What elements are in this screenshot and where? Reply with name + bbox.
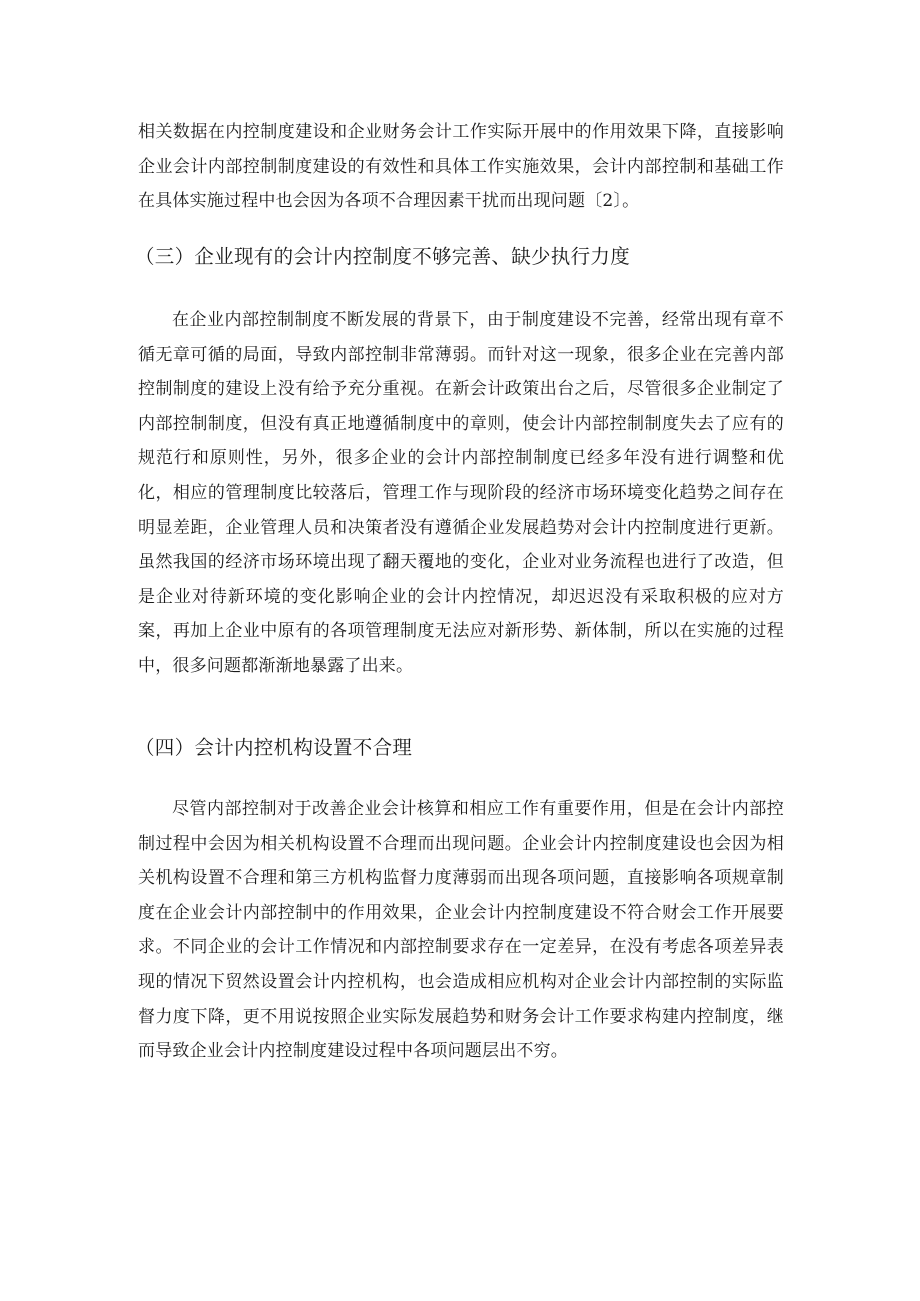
body-paragraph: 尽管内部控制对于改善企业会计核算和相应工作有重要作用，但是在会计内部控制过程中会因为相关机构设置不合理而出现问题。企业会计内控制度建设也会因为相关机构设置不合理和第三方机构监督力度薄弱而出现各项问题，直接影响各项规章制度在企业会计内部控制中的作用效果，企业会计内控制度建设不符合财会工作开展要求。不同企业的会计工作情况和内部控制要求存在一定差异，在没有考虑各项差异表现的情况下贸然设置会计内控机构，也会造成相应机构对企业会计内部控制的实际监督力度下降，更不用说按照企业实际发展趋势和财务会计工作要求构建内控制度，继而导致企业会计内控制度建设过程中各项问题层出不穷。 — [138, 799, 784, 1062]
body-paragraph: 相关数据在内控制度建设和企业财务会计工作实际开展中的作用效果下降，直接影响企业会计内部控制制度建设的有效性和具体工作实施效果，会计内部控制和基础工作在具体实施过程中也会因为各项不合理因素干扰而出现问题〔2〕。 — [138, 122, 784, 212]
body-paragraph: 在企业内部控制制度不断发展的背景下，由于制度建设不完善，经常出现有章不循无章可循的局面，导致内部控制非常薄弱。而针对这一现象，很多企业在完善内部控制制度的建设上没有给予充分重视。在新会计政策出台之后，尽管很多企业制定了内部控制制度，但没有真正地遵循制度中的章则，使会计内部控制制度失去了应有的规范行和原则性，另外，很多企业的会计内部控制制度已经多年没有进行调整和优化，相应的管理制度比较落后，管理工作与现阶段的经济市场环境变化趋势之间存在明显差距，企业管理人员和决策者没有遵循企业发展趋势对会计内控制度进行更新。虽然我国的经济市场环境出现了翻天覆地的变化，企业对业务流程也进行了改造，但是企业对待新环境的变化影响企业的会计内控情况，却迟迟没有采取积极的应对方案，再加上企业中原有的各项管理制度无法应对新形势、新体制，所以在实施的过程中，很多问题都渐渐地暴露了出来。 — [138, 310, 784, 676]
section-heading: （三）企业现有的会计内控制度不够完善、缺少执行力度 — [135, 245, 631, 268]
section-heading: （四）会计内控机构设置不合理 — [135, 736, 413, 759]
